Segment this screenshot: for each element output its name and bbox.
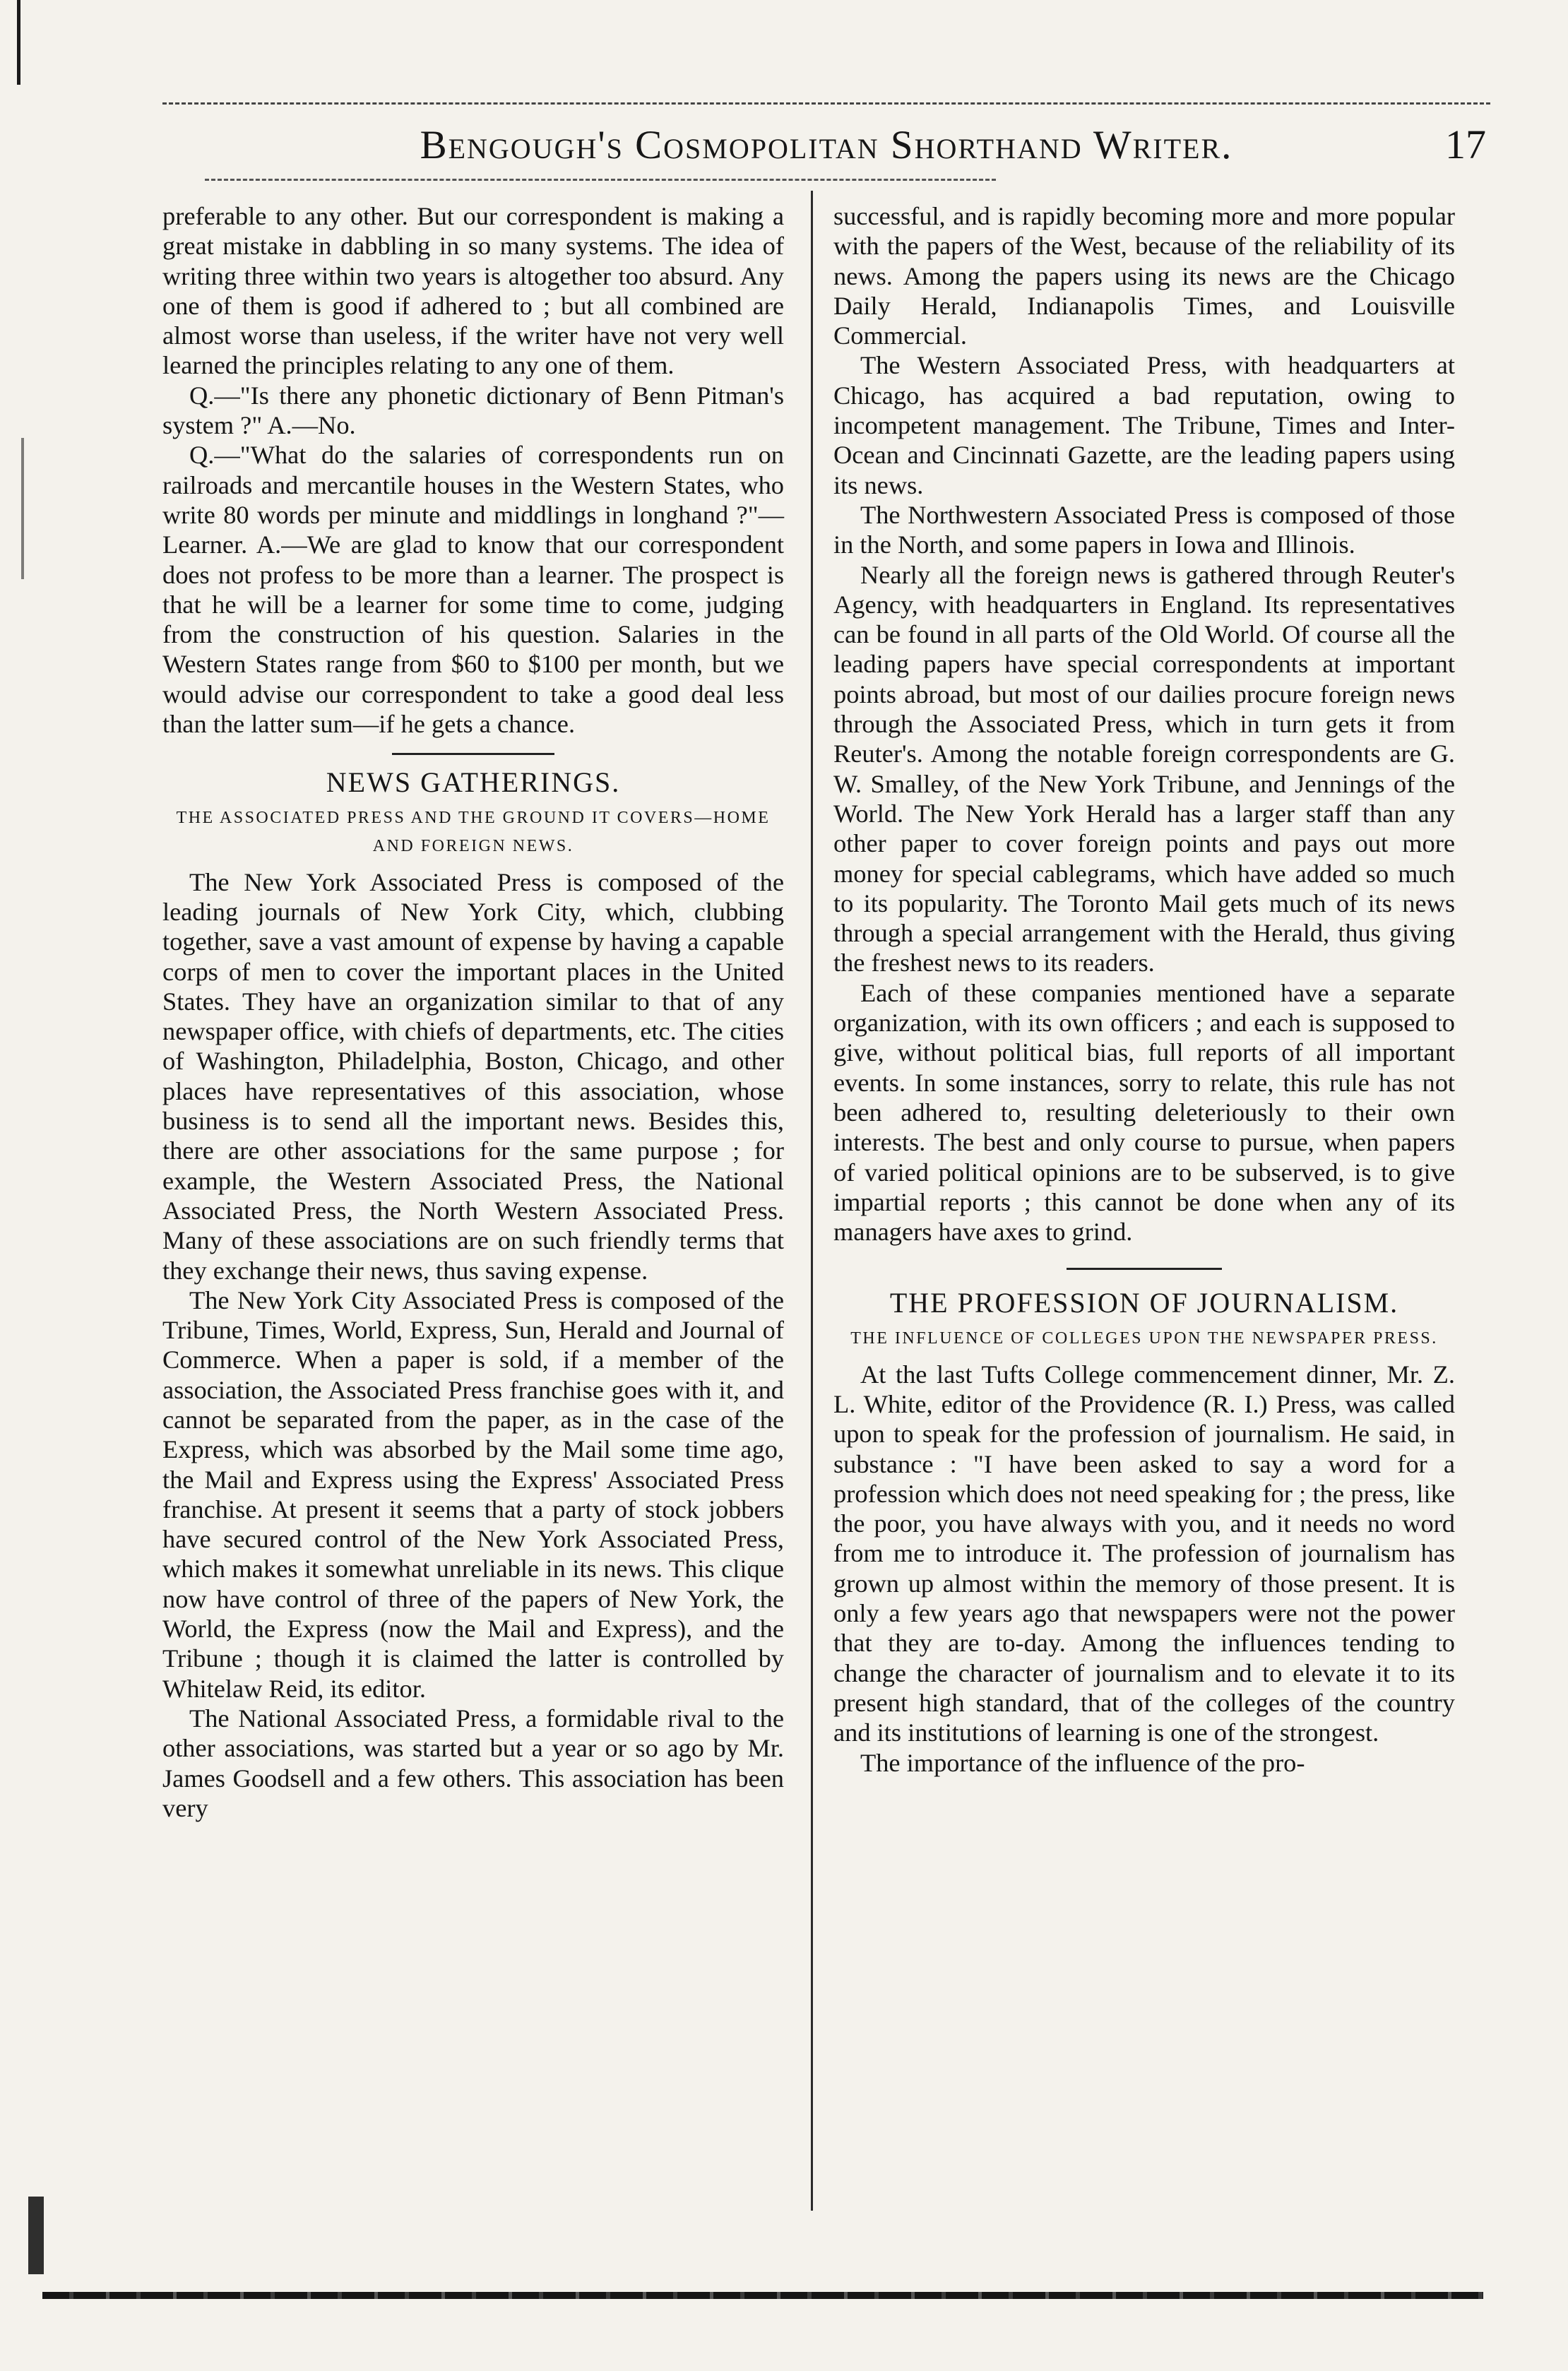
header-rule bbox=[162, 102, 1490, 105]
running-title: Bengough's Cosmopolitan Shorthand Writer. bbox=[420, 123, 1233, 167]
paragraph: The New York City Associated Press is composed of the Tribune, Times, World, Express, Sun, Herald and Journal of Commerce. When a paper is sold, if a member of the association, the Associated Press franchise goes with it, and cannot be separated from the paper, as in the case of the Express, which was absorbed by the Mail some time ago, the Mail and Express using the Express' Associated Press franchise. At present it seems that a party of stock jobbers have secured control of the New York Associated Press, which makes it somewhat unreliable in its news. This clique now have control of three of the papers of New York, the World, the Express (now the Mail and Express), and the Tribune ; though it is claimed the latter is controlled by Whitelaw Reid, its editor. bbox=[162, 1285, 784, 1703]
paragraph: At the last Tufts College commencement dinner, Mr. Z. L. White, editor of the Providence (R. I.) Press, was called upon to speak for the profession of journalism. He said, in substance : "I have been asked to say a word for a profession which does not need speaking for ; the press, like the poor, you have always with you, and it needs no word from me to introduce it. The profession of journalism has grown up almost within the memory of those present. It is only a few years ago that newspapers were not the power that they are to-day. Among the influences tending to change the character of journalism and to elevate it to its present high standard, that of the colleges of the country and its institutions of learning is one of the strongest. bbox=[833, 1360, 1455, 1747]
paragraph: Q.—"What do the salaries of correspondents run on railroads and mercantile houses in the Western States, who write 80 words per minute and middlings in longhand ?"—Learner. A.—We are glad to know that our correspondent does not profess to be more than a learner. The prospect is that he will be a learner for some time to come, judging from the construction of his question. Salaries in the Western States range from $60 to $100 per month, but we would advise our correspondent to take a good deal less than the latter sum—if he gets a chance. bbox=[162, 441, 784, 739]
footer-rule bbox=[42, 2292, 1483, 2299]
left-column bbox=[162, 201, 784, 1823]
margin-mark bbox=[21, 438, 24, 579]
page-header bbox=[162, 95, 1490, 173]
paragraph: The importance of the influence of the pro- bbox=[860, 1748, 1305, 1777]
paragraph: Each of these companies mentioned have a separate organization, with its own officers ; and each is supposed to give, without political bias, full reports of all important events. In some instances, sorry to relate, this rule has not been adhered to, resulting deleteriously to their own interests. The best and only course to pursue, when papers of varied political opinions are to be subserved, is to give impartial reports ; this cannot be done when any of its managers have axes to grind. bbox=[833, 978, 1455, 1247]
section-subtitle: THE INFLUENCE OF COLLEGES UPON THE NEWSPAPER PRESS. bbox=[850, 1329, 1438, 1348]
paragraph: Nearly all the foreign news is gathered through Reuter's Agency, with headquarters in England. Its representatives can be found in all parts of the Old World. Of course all the leading papers have special correspondents at important points abroad, but most of our dailies procure foreign news through the Associated Press, which in turn gets it from Reuter's. Among the notable foreign correspondents are G. W. Smalley, of the New York Tribune, and Jennings of the World. The New York Herald has a larger staff than any other paper to cover foreign points and pays out more money for special cablegrams, which have added so much to its popularity. The Toronto Mail gets much of its news through a special arrangement with the Herald, thus giving the freshest news to its readers. bbox=[833, 560, 1455, 977]
section-rule bbox=[1067, 1268, 1222, 1270]
right-column bbox=[833, 201, 1455, 1778]
margin-mark bbox=[28, 2197, 44, 2274]
column-divider bbox=[811, 191, 813, 2211]
paragraph: The National Associated Press, a formidable rival to the other associations, was started but a year or so ago by Mr. James Goodsell and a few others. This association has been very bbox=[162, 1704, 784, 1822]
page-number: 17 bbox=[1445, 121, 1486, 167]
margin-mark bbox=[17, 0, 20, 85]
paragraph: The Northwestern Associated Press is composed of those in the North, and some papers in Iowa and Illinois. bbox=[833, 500, 1455, 559]
section-subtitle: THE ASSOCIATED PRESS AND THE GROUND IT COVERS—HOME AND FOREIGN NEWS. bbox=[176, 808, 771, 855]
header-rule bbox=[205, 179, 996, 181]
paragraph: The New York Associated Press is composed of the leading journals of New York City, which, clubbing together, save a vast amount of expense by having a capable corps of men to cover the important places in the United States. They have an organization similar to that of any newspaper office, with chiefs of departments, etc. The cities of Washington, Philadelphia, Boston, Chicago, and other places have representatives of this association, whose business is to send all the important news. Besides this, there are other associations for the same purpose ; for example, the Western Associated Press, the National Associated Press, the North Western Associated Press. Many of these associations are on such friendly terms that they exchange their news, thus saving expense. bbox=[162, 867, 784, 1285]
paragraph: preferable to any other. But our correspondent is making a great mistake in dabbling in so many systems. The idea of writing three within two years is altogether too absurd. Any one of them is good if adhered to ; but all combined are almost worse than useless, if the writer have not very well learned the principles relating to any one of them. bbox=[162, 202, 784, 380]
paragraph: successful, and is rapidly becoming more and more popular with the papers of the West, because of the reliability of its news. Among the papers using its news are the Chicago Daily Herald, Indianapolis Times, and Louisville Commercial. bbox=[833, 202, 1455, 350]
section-title: NEWS GATHERINGS. bbox=[326, 766, 621, 799]
section-title: THE PROFESSION OF JOURNALISM. bbox=[889, 1287, 1399, 1319]
section-rule bbox=[392, 753, 554, 755]
paragraph: The Western Associated Press, with headquarters at Chicago, has acquired a bad reputation, owing to incompetent management. The Tribune, Times and Inter-Ocean and Cincinnati Gazette, are the leading papers using its news. bbox=[833, 351, 1455, 499]
paragraph: Q.—"Is there any phonetic dictionary of Benn Pitman's system ?" A.—No. bbox=[162, 381, 784, 440]
